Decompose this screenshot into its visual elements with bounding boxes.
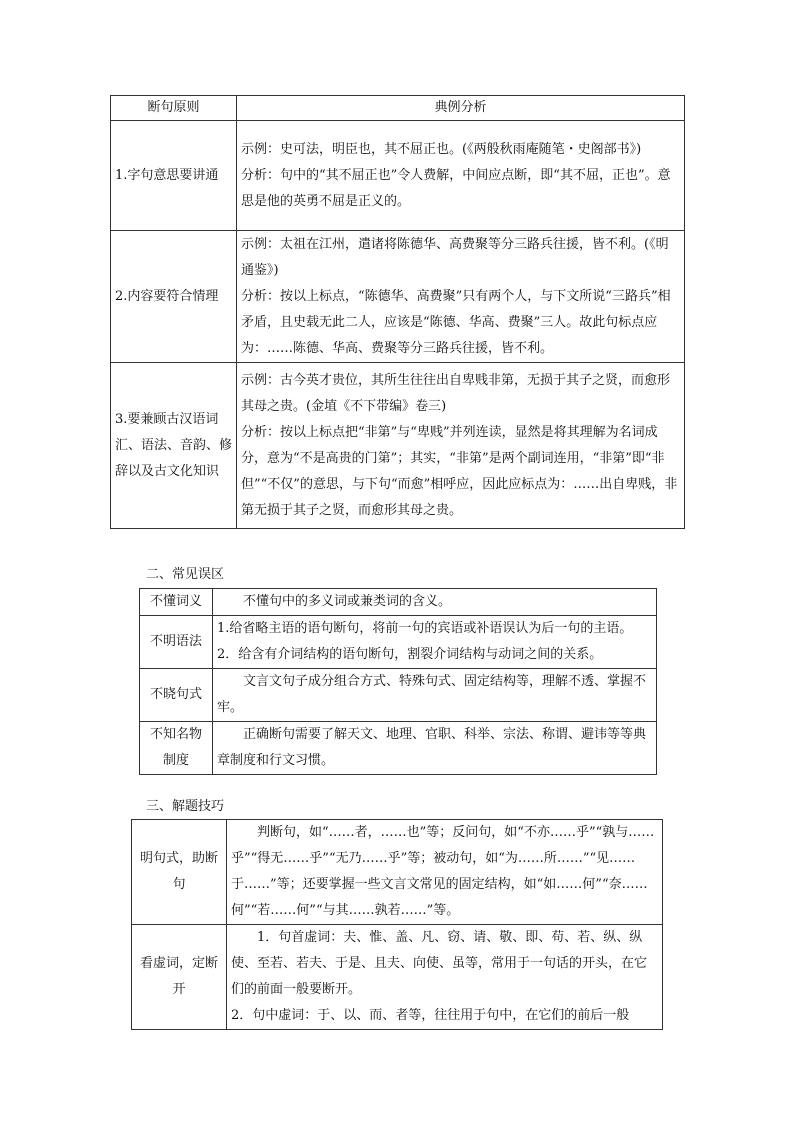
table-row (132, 820, 663, 925)
example-text: 示例：太祖在江州，遣诸将陈德华、高费聚等分三路兵往援，皆不利。(《明通鉴》) (241, 236, 669, 278)
content-line: 2．句中虚词：于、以、而、者等，往往用于句中，在它们的前后一般 (231, 1008, 630, 1023)
label-cell: 不晓句式 (140, 669, 213, 722)
table-row (140, 616, 657, 669)
principle-cell: 2.内容要符合情理 (111, 231, 237, 363)
techniques-table (131, 819, 663, 1030)
content-cell (227, 925, 663, 1030)
table-row (132, 925, 663, 1030)
label-cell: 明句式，助断句 (132, 820, 227, 925)
analysis-cell (237, 231, 685, 363)
content-line: 文言文句子成分组合方式、特殊句式、固定结构等，理解不透、掌握不牢。 (217, 674, 647, 715)
analysis-text: 分析：按以上标点，“陈德华、高费聚”只有两个人，与下文所说“三路兵”相矛盾，且史载无此二人，应该是“陈德、华高、费聚”三人。故此句标点应为：……陈德、华高、费聚等分三路兵往援，皆不利。 (241, 288, 671, 356)
principles-table (110, 95, 685, 529)
section-heading-techniques: 三、解题技巧 (146, 799, 225, 814)
content-cell (213, 722, 657, 775)
table-row (111, 363, 685, 529)
analysis-cell (237, 121, 685, 231)
example-text: 示例：史可法，明臣也，其不屈正也。(《两般秋雨庵随笔・史阁部书》) (241, 141, 642, 157)
principle-cell: 1.字句意思要讲通 (111, 121, 237, 231)
misconceptions-table (139, 588, 657, 775)
label-cell: 不知名物制度 (140, 722, 213, 775)
content-line: 1.给省略主语的语句断句，将前一句的宾语或补语误认为后一句的主语。 (217, 621, 633, 636)
content-line: 不懂句中的多义词或兼类词的含义。 (243, 594, 452, 609)
analysis-cell (237, 363, 685, 529)
analysis-text: 分析：按以上标点把“非第”与“卑贱”并列连读，显然是将其理解为名词成分，意为“不是高贵的门第”；其实，“非第”是两个副词连用，“非第”即“非但”“不仅”的意思，与下句“而愈”相呼应，因此应标点为：……出自卑贱，非第无损于其子之贤，而愈形其母之贵。 (241, 424, 678, 518)
table-row (111, 231, 685, 363)
label-cell: 看虚词，定断开 (132, 925, 227, 1030)
label-cell: 不懂词义 (140, 589, 213, 616)
content-line: 判断句，如“……者，……也”等；反问句，如“不亦……乎”“孰与……乎”“得无……乎”“无乃……乎”等；被动句，如“为……所……”“见……于……”等；还要掌握一些文言文常见的固定结构，如“如……何”“奈……何”“若……何”“与其……孰若……”等。 (231, 825, 655, 918)
content-cell (213, 589, 657, 616)
table-row (140, 669, 657, 722)
table-row (140, 722, 657, 775)
content-cell (213, 669, 657, 722)
header-principle: 断句原则 (111, 96, 237, 121)
table-row (111, 121, 685, 231)
example-text: 示例：古今英才贵位，其所生往往出自卑贱非第，无损于其子之贤，而愈形其母之贵。(金埴《不下带编》卷三) (241, 372, 671, 414)
principle-cell: 3.要兼顾古汉语词汇、语法、音韵、修辞以及古文化知识 (111, 363, 237, 529)
content-line: 正确断句需要了解天文、地理、官职、科举、宗法、称谓、避讳等等典章制度和行文习惯。 (217, 727, 647, 768)
content-cell (227, 820, 663, 925)
table-header-row (111, 96, 685, 121)
label-cell: 不明语法 (140, 616, 213, 669)
table-row (140, 589, 657, 616)
content-line: 1．句首虚词：夫、惟、盖、凡、窃、请、敬、即、苟、若、纵、纵使、至若、若夫、于是、且夫、向使、虽等，常用于一句话的开头，在它们的前面一般要断开。 (231, 930, 648, 997)
analysis-text: 分析：句中的“其不屈正也”令人费解，中间应点断，即“其不屈，正也”。意思是他的英勇不屈是正义的。 (241, 167, 671, 209)
header-analysis: 典例分析 (237, 96, 685, 121)
content-cell (213, 616, 657, 669)
section-heading-misconceptions: 二、常见误区 (146, 567, 225, 582)
content-line: 2．给含有介词结构的语句断句，割裂介词结构与动词之间的关系。 (217, 647, 603, 662)
